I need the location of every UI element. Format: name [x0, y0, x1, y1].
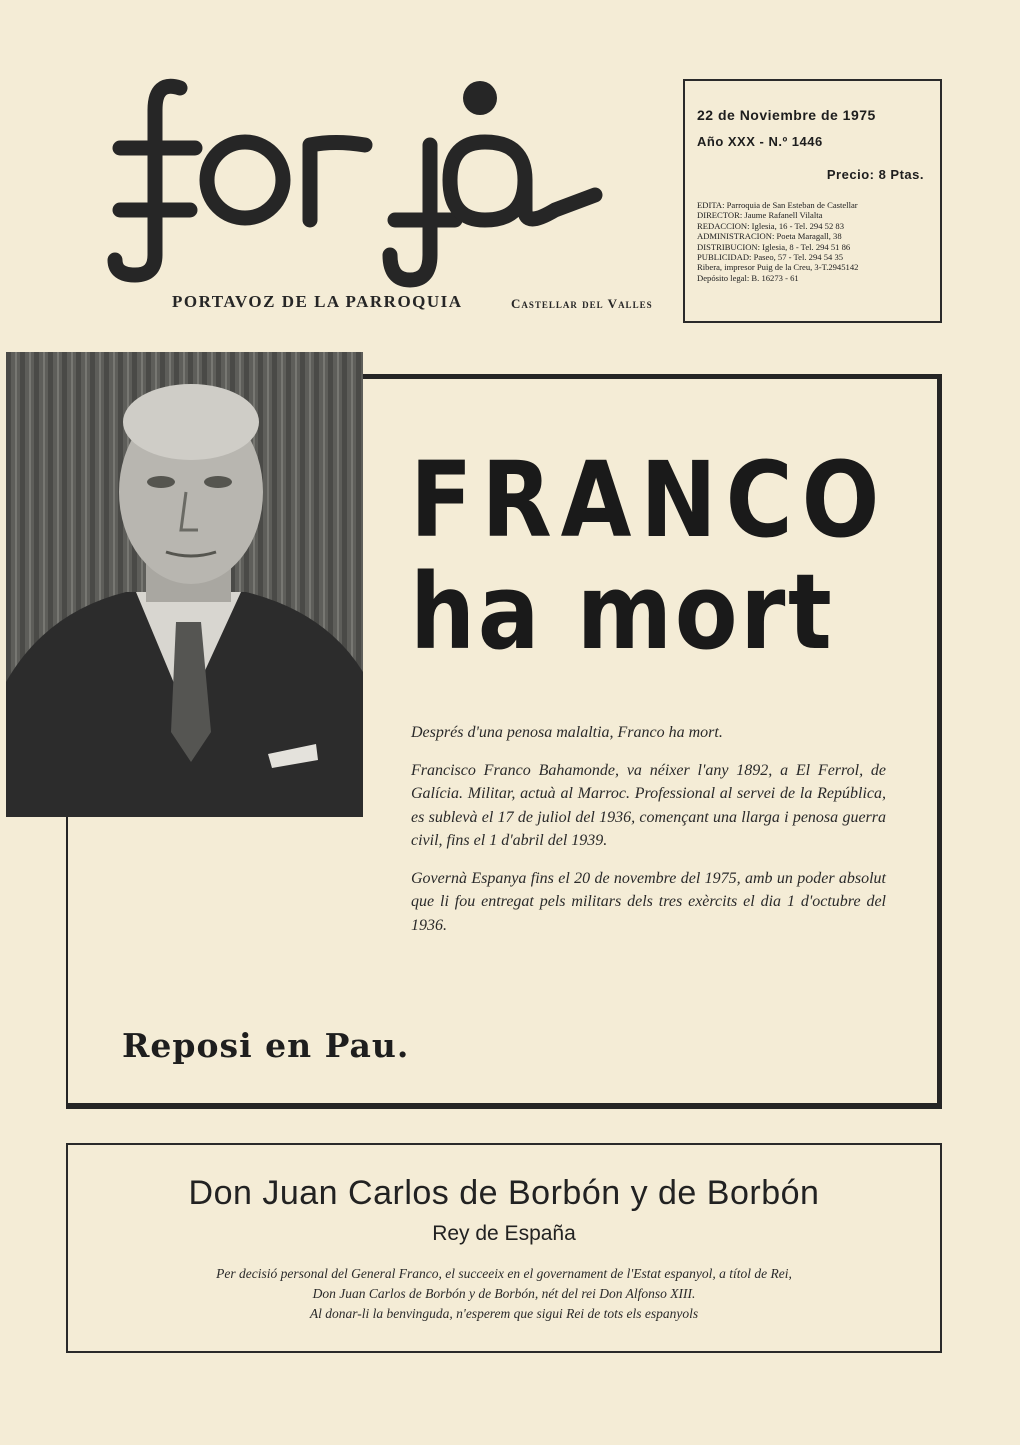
credit-line: DIRECTOR: Jaume Rafanell Vilalta: [697, 210, 823, 221]
credit-line: Ribera, impresor Puig de la Creu, 3-T.2945142: [697, 262, 859, 273]
article-paragraph: Francisco Franco Bahamonde, va néixer l'any 1892, a El Ferrol, de Galícia. Militar, actuà al Marroc. Professional al servei de la República, es sublevà el 17 de juliol del 1936, començant una llarga i penosa guerra civil, fins el 1 d'abril del 1939.: [411, 761, 886, 849]
tagline-parish: PORTAVOZ DE LA PARROQUIA: [172, 292, 463, 311]
headline-line-2: ha mort: [410, 551, 835, 673]
king-note-line: Don Juan Carlos de Borbón y de Borbón, nét del rei Don Alfonso XIII.: [312, 1286, 696, 1301]
credit-line: ADMINISTRACION: Poeta Maragall, 38: [697, 231, 842, 242]
credit-line: PUBLICIDAD: Paseo, 57 - Tel. 294 54 35: [697, 252, 844, 263]
king-note: [108, 1264, 900, 1324]
issue-price: Precio: 8 Ptas.: [826, 167, 924, 182]
forja-logo: [95, 70, 695, 300]
credit-line: Depósito legal: B. 16273 - 61: [697, 272, 799, 283]
article-body: [411, 721, 886, 951]
article-paragraph: Governà Espanya fins el 20 de novembre del 1975, amb un poder absolut que li fou entregat pels militars dels tres exèrcits el dia 1 d'octubre del 1936.: [411, 869, 886, 934]
king-note-line: Per decisió personal del General Franco, el succeeix en el governament de l'Estat espanyol, a títol de Rei,: [216, 1266, 792, 1281]
credit-line: REDACCION: Iglesia, 16 - Tel. 294 52 83: [697, 220, 844, 231]
credit-line: EDITA: Parroquia de San Esteban de Castellar: [697, 200, 858, 210]
credits-list: [697, 200, 942, 283]
issue-info-box: [683, 79, 942, 323]
king-note-line: Al donar-li la benvinguda, n'esperem que sigui Rei de tots els espanyols: [309, 1306, 699, 1321]
headline: [410, 439, 900, 673]
credit-line: DISTRIBUCION: Iglesia, 8 - Tel. 294 51 86: [697, 241, 851, 252]
article-paragraph: Després d'una penosa malaltia, Franco ha mort.: [411, 724, 723, 741]
king-announcement-box: [66, 1143, 942, 1353]
portrait-photo: [6, 352, 363, 817]
king-title: Rey de España: [432, 1222, 576, 1245]
headline-line-1: FRANCO: [410, 439, 889, 561]
king-name: Don Juan Carlos de Borbón y de Borbón: [188, 1174, 820, 1212]
closing-line: Reposi en Pau.: [122, 1026, 410, 1065]
issue-number: Año XXX - N.º 1446: [697, 134, 823, 149]
issue-date: 22 de Noviembre de 1975: [697, 107, 876, 123]
tagline-town: Castellar del Valles: [511, 296, 653, 311]
